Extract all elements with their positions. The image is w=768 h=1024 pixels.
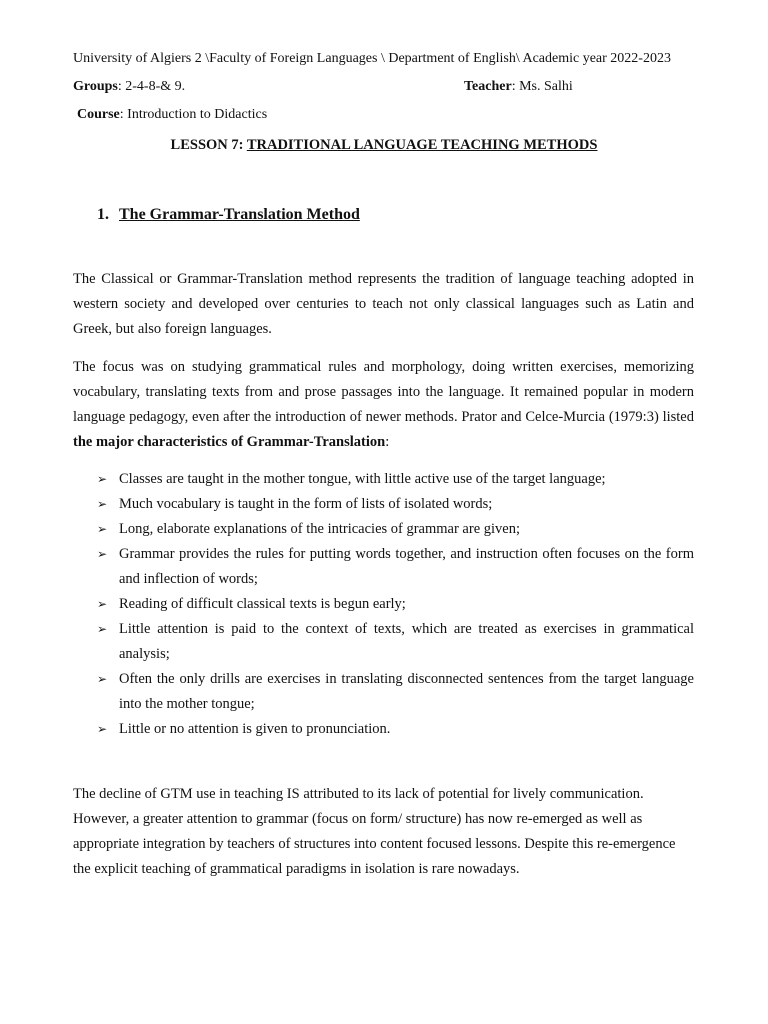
section-number: 1. xyxy=(97,206,109,223)
arrow-bullet-icon: ➢ xyxy=(97,622,108,636)
lesson-name: TRADITIONAL LANGUAGE TEACHING METHODS xyxy=(246,137,598,153)
teacher-info xyxy=(464,78,573,96)
list-item xyxy=(73,517,694,542)
section-heading xyxy=(97,205,360,225)
arrow-bullet-icon: ➢ xyxy=(97,672,108,686)
list-item-text: Often the only drills are exercises in translating disconnected sentences from the target language into the mother tongue; xyxy=(119,671,694,712)
teacher-label: Teacher xyxy=(464,79,512,94)
arrow-bullet-icon: ➢ xyxy=(97,522,108,536)
course-value: : Introduction to Didactics xyxy=(119,107,268,122)
intro-paragraph: The Classical or Grammar-Translation method represents the tradition of language teaching adopted in western society and developed over centuries to teach not only classical languages such as Latin and Greek, but also foreign languages. xyxy=(73,271,694,337)
decline-paragraph: The decline of GTM use in teaching IS attributed to its lack of potential for lively communication. However, a greater attention to grammar (focus on form/ structure) has now re-emerged as well as appropriate integration by teachers of structures into content focused lessons. Despite this re-emergence the explicit teaching of grammatical paradigms in isolation is rare nowadays. xyxy=(73,786,676,877)
groups-teacher-line xyxy=(73,78,695,96)
list-item xyxy=(73,467,694,492)
list-item-text: Much vocabulary is taught in the form of lists of isolated words; xyxy=(119,496,493,512)
characteristics-phrase: the major characteristics of Grammar-Translation xyxy=(73,434,386,450)
course-label: Course xyxy=(77,107,120,122)
list-item-text: Little attention is paid to the context of texts, which are treated as exercises in grammatical analysis; xyxy=(119,621,694,662)
list-item xyxy=(73,542,694,592)
focus-paragraph xyxy=(73,355,694,455)
list-item-text: Classes are taught in the mother tongue, with little active use of the target language; xyxy=(119,471,606,487)
section-title: The Grammar-Translation Method xyxy=(119,206,360,223)
teacher-value: : Ms. Salhi xyxy=(511,79,573,94)
list-item-text: Little or no attention is given to pronunciation. xyxy=(119,721,391,737)
list-item xyxy=(73,667,694,717)
list-item xyxy=(73,592,694,617)
list-item xyxy=(73,617,694,667)
arrow-bullet-icon: ➢ xyxy=(97,497,108,511)
lesson-title xyxy=(73,136,695,154)
list-item xyxy=(73,717,694,742)
groups-value: : 2-4-8-& 9. xyxy=(117,79,186,94)
list-item-text: Grammar provides the rules for putting words together, and instruction often focuses on the form and inflection of words; xyxy=(119,546,694,587)
arrow-bullet-icon: ➢ xyxy=(97,722,108,736)
characteristics-list xyxy=(73,467,694,742)
groups-label: Groups xyxy=(73,79,118,94)
arrow-bullet-icon: ➢ xyxy=(97,547,108,561)
list-item-text: Reading of difficult classical texts is begun early; xyxy=(119,596,406,612)
arrow-bullet-icon: ➢ xyxy=(97,597,108,611)
arrow-bullet-icon: ➢ xyxy=(97,472,108,486)
lesson-prefix: LESSON 7: xyxy=(170,137,247,153)
focus-paragraph-text: The focus was on studying grammatical rules and morphology, doing written exercises, memorizing vocabulary, translating texts from and prose passages into the language. It remained popular in modern language pedagogy, even after the introduction of newer methods. Prator and Celce-Murcia (1979:3) listed xyxy=(73,359,694,425)
institution-line: University of Algiers 2 \Faculty of Foreign Languages \ Department of English\ Academic year 2022-2023 xyxy=(73,51,671,66)
course-line xyxy=(77,106,267,124)
list-item-text: Long, elaborate explanations of the intricacies of grammar are given; xyxy=(119,521,521,537)
list-item xyxy=(73,492,694,517)
focus-paragraph-end: : xyxy=(385,434,390,450)
